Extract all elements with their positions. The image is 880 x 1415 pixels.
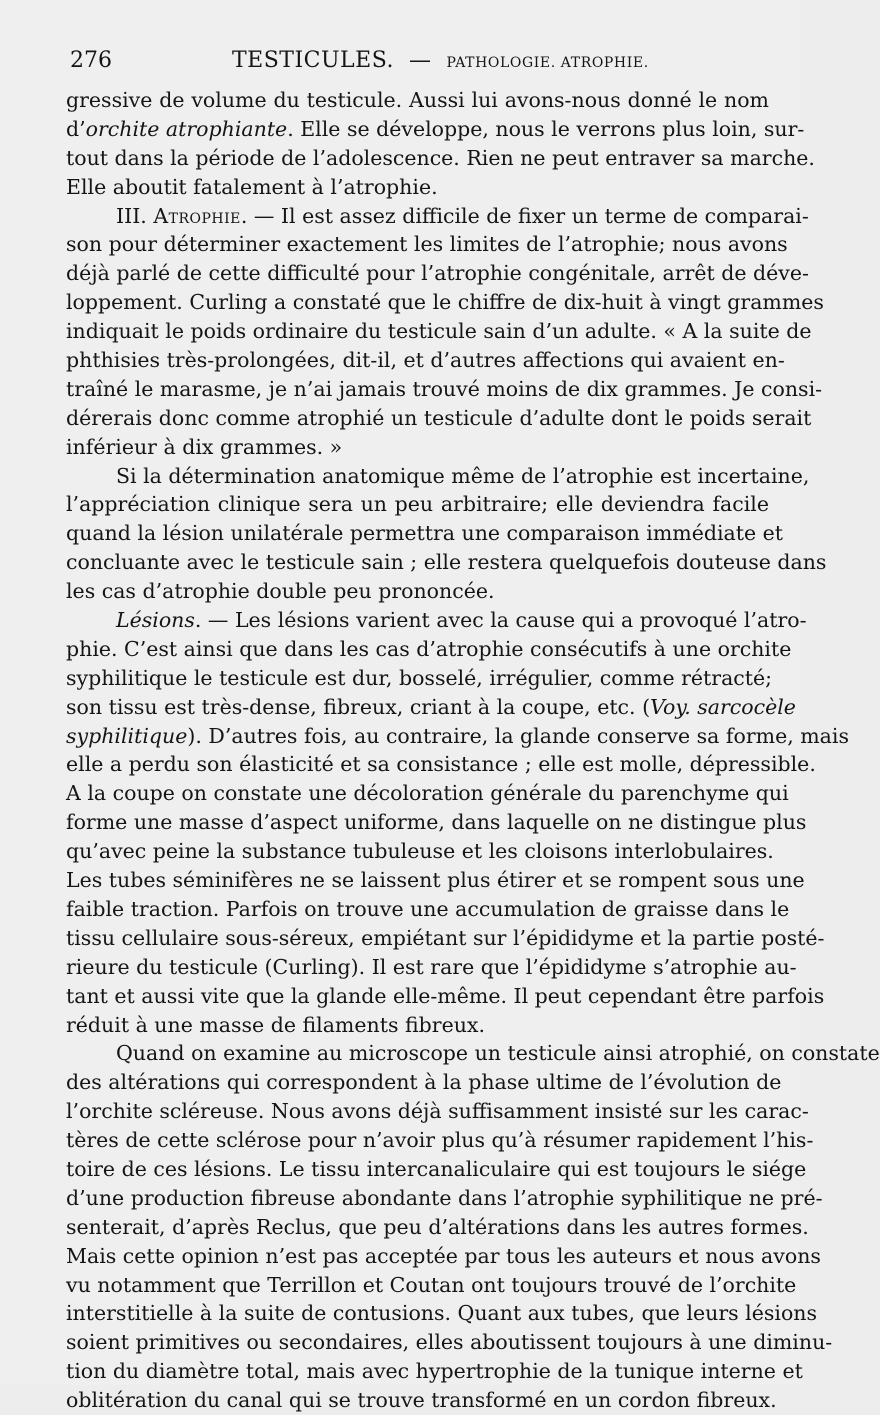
text-line: loppement. Curling a constaté que le chiffre de dix-huit à vingt grammes [66,290,824,315]
text-line [66,693,796,722]
header-dash: — [409,48,432,73]
text-line: tout dans la période de l’adolescence. Rien ne peut entraver sa marche. [66,145,815,170]
page-body-text [66,86,880,1415]
text-line [66,722,849,751]
text-line: tères de cette sclérose pour n’avoir plus qu’à résumer rapidement l’his- [66,1128,814,1153]
text-line: vu notamment que Terrillon et Coutan ont toujours trouvé de l’orchite [66,1272,797,1297]
text-line: l’appréciation clinique sera un peu arbitraire; elle deviendra facile [66,492,769,517]
text-line: déjà parlé de cette difficulté pour l’atrophie congénitale, arrêt de déve- [66,261,809,286]
text-line: faible traction. Parfois on trouve une accumulation de graisse dans le [66,896,790,921]
text-line: tant et aussi vite que la glande elle-même. Il peut cependant être parfois [66,983,825,1008]
text-line: phie. C’est ainsi que dans les cas d’atrophie consécutifs à une orchite [66,636,792,661]
running-title [232,44,649,80]
text-line: l’orchite scléreuse. Nous avons déjà suffisamment insisté sur les carac- [66,1099,809,1124]
line-segment: son tissu est très-dense, fibreux, criant à la coupe, etc. ( [66,694,651,719]
text-line: rieure du testicule (Curling). Il est rare que l’épididyme s’atrophie au- [66,954,797,979]
text-line [66,115,805,144]
text-line: son pour déterminer exactement les limites de l’atrophie; nous avons [66,232,788,257]
section-heading: Atrophie [153,203,241,228]
text-line: phthisies très-prolongées, dit-il, et d’autres affections qui avaient en- [66,348,785,373]
running-title-main: TESTICULES. [232,48,394,73]
text-line: Si la détermination anatomique même de l’atrophie est incertaine, [116,463,810,488]
text-line: elle a perdu son élasticité et sa consistance ; elle est molle, dépressible. [66,752,816,777]
text-line: Quand on examine au microscope un testicule ainsi atrophié, on constate [116,1041,880,1066]
page-number: 276 [70,48,112,73]
line-segment: ). D’autres fois, au contraire, la glande conserve sa forme, mais [187,723,849,748]
text-line: qu’avec peine la substance tubuleuse et les cloisons interlobulaires. [66,839,774,864]
italic-segment: Voy. sarcocèle [650,694,796,719]
text-line: Elle aboutit fatalement à l’atrophie. [66,174,438,199]
line-segment: . — Il est assez difficile de fixer un terme de comparai- [240,203,809,228]
line-segment: . Elle se développe, nous le verrons plus loin, sur- [287,116,805,141]
text-line: interstitielle à la suite de contusions. Quant aux tubes, que leurs lésions [66,1301,818,1326]
text-line: concluante avec le testicule sain ; elle restera quelquefois douteuse dans [66,550,827,575]
text-line [66,202,809,231]
italic-segment: orchite atrophiante [85,116,288,141]
line-segment: d’ [66,116,86,141]
text-line: des altérations qui correspondent à la phase ultime de l’évolution de [66,1070,782,1095]
line-segment: . — Les lésions varient avec la cause qui a provoqué l’atro- [194,608,807,633]
text-line: les cas d’atrophie double peu prononcée. [66,579,495,604]
text-line: indiquait le poids ordinaire du testicule sain d’un adulte. « A la suite de [66,319,812,344]
line-segment: III. [116,203,154,228]
text-line: soient primitives ou secondaires, elles aboutissent toujours à une diminu- [66,1330,833,1355]
running-subtitle: PATHOLOGIE. ATROPHIE. [446,55,649,71]
text-line: inférieur à dix grammes. » [66,434,343,459]
text-line: réduit à une masse de filaments fibreux. [66,1012,485,1037]
text-line [66,606,807,635]
text-line: d’une production fibreuse abondante dans l’atrophie syphilitique ne pré- [66,1185,823,1210]
italic-segment: Lésions [116,608,195,633]
text-line: gressive de volume du testicule. Aussi lui avons-nous donné le nom [66,88,769,112]
text-line: traîné le marasme, je n’ai jamais trouvé moins de dix grammes. Je consi- [66,376,823,401]
text-line: tissu cellulaire sous-séreux, empiétant sur l’épididyme et la partie posté- [66,925,825,950]
text-line: oblitération du canal qui se trouve transformé en un cordon fibreux. [66,1388,777,1413]
text-line: Les tubes séminifères ne se laissent plus étirer et se rompent sous une [66,868,805,893]
text-line: tion du diamètre total, mais avec hypertrophie de la tunique interne et [66,1359,803,1384]
text-line: toire de ces lésions. Le tissu intercanaliculaire qui est toujours le siége [66,1156,807,1181]
text-line: syphilitique le testicule est dur, bosselé, irrégulier, comme rétracté; [66,665,773,690]
running-header [70,44,770,78]
italic-segment: syphilitique [66,723,188,748]
text-line: senterait, d’après Reclus, que peu d’altérations dans les autres formes. [66,1214,809,1239]
text-line: quand la lésion unilatérale permettra une comparaison immédiate et [66,521,784,546]
text-line: forme une masse d’aspect uniforme, dans laquelle on ne distingue plus [66,810,807,835]
text-line: Mais cette opinion n’est pas acceptée par tous les auteurs et nous avons [66,1243,821,1268]
text-line: dérerais donc comme atrophié un testicule d’adulte dont le poids serait [66,405,812,430]
text-line: A la coupe on constate une décoloration générale du parenchyme qui [66,781,789,806]
